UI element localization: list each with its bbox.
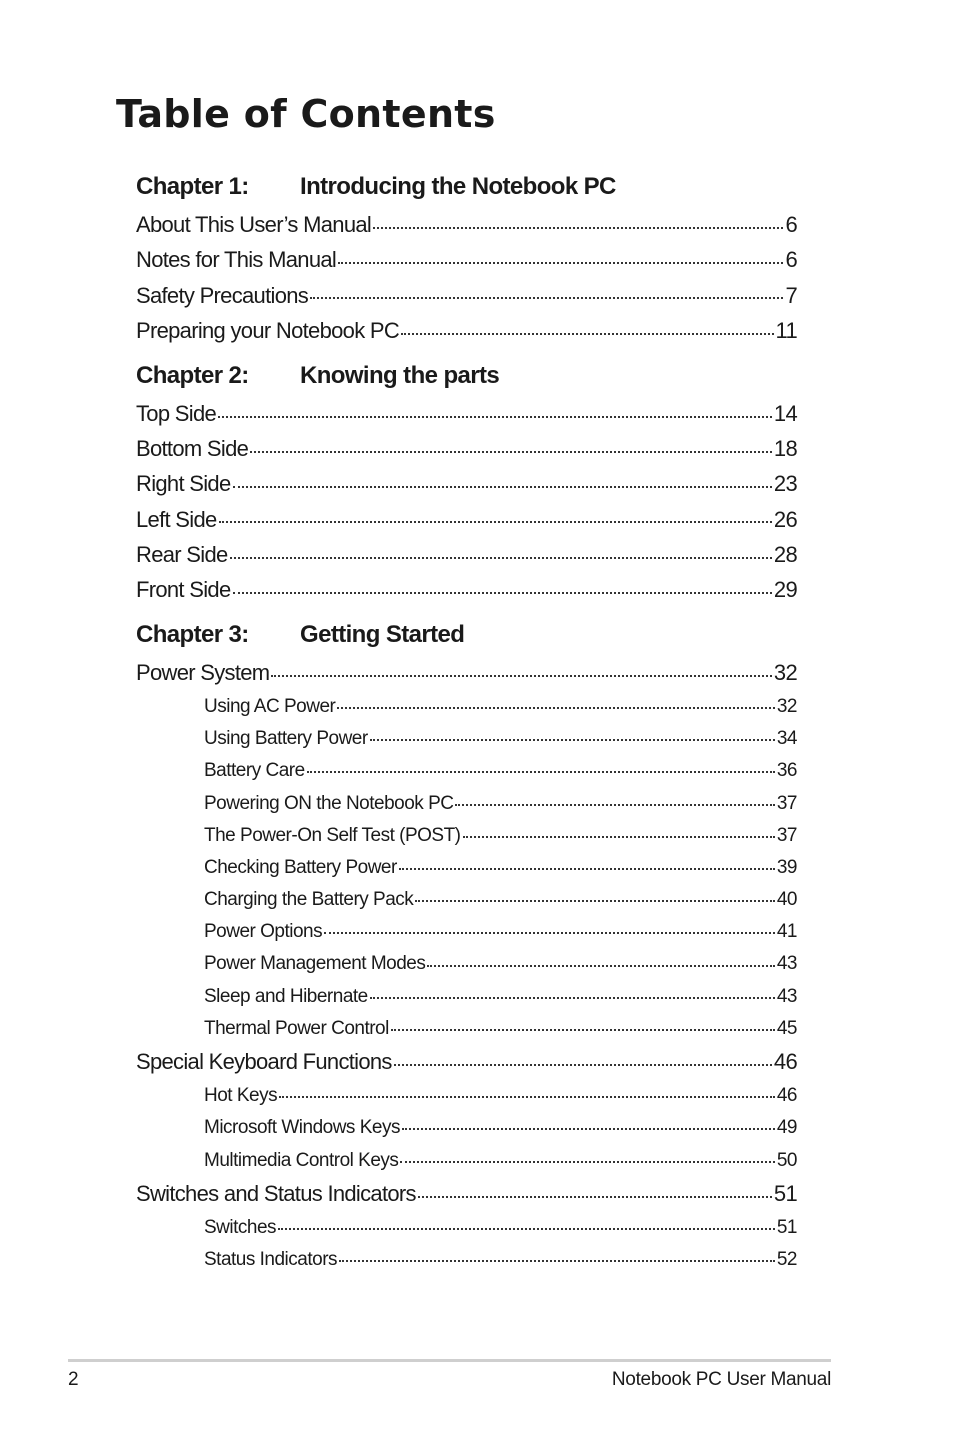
- toc-entry-page: 40: [776, 889, 797, 911]
- dot-leader: [427, 944, 775, 967]
- chapter-title: Knowing the parts: [300, 361, 500, 389]
- toc-entry-title: Switches: [204, 1216, 277, 1238]
- footer-page-number: 2: [68, 1369, 79, 1390]
- toc-entry-page: 11: [775, 317, 797, 343]
- table-of-contents: [136, 168, 797, 1274]
- toc-entry-title: Rear Side: [136, 541, 228, 567]
- dot-leader: [337, 686, 775, 709]
- toc-entry-title: Switches and Status Indicators: [136, 1181, 416, 1207]
- toc-entry-page: 51: [773, 1181, 797, 1207]
- toc-entry[interactable]: [136, 1043, 797, 1078]
- toc-entry-page: 50: [776, 1149, 797, 1171]
- toc-entry[interactable]: [136, 276, 797, 311]
- dot-leader: [370, 976, 775, 999]
- chapter-label: Chapter 2:: [136, 361, 249, 389]
- toc-entry-title: Sleep and Hibernate: [204, 985, 368, 1007]
- toc-entry[interactable]: [136, 430, 797, 465]
- toc-entry[interactable]: [136, 395, 797, 430]
- dot-leader: [233, 462, 772, 488]
- toc-entry-page: 43: [776, 985, 797, 1007]
- chapter-heading: [136, 616, 797, 654]
- toc-subentry[interactable]: [136, 689, 797, 721]
- dot-leader: [370, 718, 775, 741]
- toc-entry[interactable]: [136, 654, 797, 689]
- toc-entry-title: Front Side: [136, 576, 231, 602]
- toc-entry-title: About This User’s Manual: [136, 212, 372, 238]
- toc-entry-page: 34: [776, 728, 797, 750]
- dot-leader: [279, 1075, 775, 1098]
- toc-entry-title: Charging the Battery Pack: [204, 889, 414, 911]
- toc-entry-page: 46: [773, 1049, 797, 1075]
- toc-entry-page: 14: [773, 400, 797, 426]
- toc-subentry[interactable]: [136, 721, 797, 753]
- dot-leader: [233, 568, 772, 594]
- toc-entry-title: Multimedia Control Keys: [204, 1149, 399, 1171]
- toc-subentry[interactable]: [136, 1210, 797, 1242]
- toc-entry-title: Preparing your Notebook PC: [136, 317, 400, 343]
- toc-entry-title: Power Options: [204, 921, 323, 943]
- toc-entry-title: Battery Care: [204, 760, 305, 782]
- toc-entry-title: Status Indicators: [204, 1249, 338, 1271]
- dot-leader: [339, 1239, 775, 1262]
- chapter-heading: [136, 168, 797, 206]
- dot-leader: [218, 392, 772, 418]
- toc-entry-title: Powering ON the Notebook PC: [204, 792, 454, 814]
- dot-leader: [402, 1108, 775, 1131]
- toc-entry-page: 32: [773, 660, 797, 686]
- toc-entry[interactable]: [136, 312, 797, 347]
- dot-leader: [455, 783, 774, 806]
- toc-subentry[interactable]: [136, 947, 797, 979]
- toc-entry-page: 37: [776, 792, 797, 814]
- dot-leader: [373, 203, 783, 229]
- toc-entry-page: 41: [776, 921, 797, 943]
- toc-entry-page: 51: [776, 1216, 797, 1238]
- toc-entry-page: 52: [776, 1249, 797, 1271]
- toc-entry-page: 7: [785, 282, 797, 308]
- toc-subentry[interactable]: [136, 753, 797, 785]
- toc-entry-page: 23: [773, 471, 797, 497]
- toc-entry[interactable]: [136, 571, 797, 606]
- toc-entry-title: Using Battery Power: [204, 728, 368, 750]
- chapter-title: Introducing the Notebook PC: [300, 173, 616, 200]
- toc-subentry[interactable]: [136, 979, 797, 1011]
- toc-entry-title: The Power-On Self Test (POST): [204, 824, 461, 846]
- dot-leader: [338, 238, 783, 264]
- toc-entry-title: Left Side: [136, 506, 217, 532]
- toc-entry-page: 39: [776, 856, 797, 878]
- toc-entry-page: 6: [785, 247, 797, 273]
- toc-entry-title: Using AC Power: [204, 695, 336, 717]
- dot-leader: [399, 847, 775, 870]
- toc-entry-page: 45: [776, 1017, 797, 1039]
- dot-leader: [324, 911, 775, 934]
- toc-subentry[interactable]: [136, 850, 797, 882]
- toc-entry-page: 43: [776, 953, 797, 975]
- toc-entry-page: 18: [773, 436, 797, 462]
- toc-entry[interactable]: [136, 465, 797, 500]
- toc-entry-title: Hot Keys: [204, 1085, 278, 1107]
- dot-leader: [310, 273, 783, 299]
- toc-entry-title: Bottom Side: [136, 436, 249, 462]
- dot-leader: [219, 497, 772, 523]
- dot-leader: [271, 651, 772, 677]
- toc-subentry[interactable]: [136, 1143, 797, 1175]
- toc-subentry[interactable]: [136, 1111, 797, 1143]
- toc-entry-page: 6: [785, 212, 797, 238]
- toc-entry-page: 29: [773, 576, 797, 602]
- dot-leader: [391, 1008, 775, 1031]
- toc-entry-title: Notes for This Manual: [136, 247, 337, 273]
- footer-manual-title: Notebook PC User Manual: [611, 1369, 831, 1390]
- dot-leader: [415, 879, 775, 902]
- dot-leader: [401, 308, 773, 334]
- toc-entry[interactable]: [136, 241, 797, 276]
- dot-leader: [463, 815, 775, 838]
- toc-entry-title: Thermal Power Control: [204, 1017, 389, 1039]
- chapter-label: Chapter 3:: [136, 620, 249, 648]
- toc-entry-page: 37: [776, 824, 797, 846]
- toc-entry[interactable]: [136, 500, 797, 535]
- toc-subentry[interactable]: [136, 786, 797, 818]
- toc-entry[interactable]: [136, 1175, 797, 1210]
- footer-divider: [68, 1359, 831, 1362]
- toc-subentry[interactable]: [136, 1078, 797, 1110]
- chapter-heading: [136, 357, 797, 395]
- toc-subentry[interactable]: [136, 818, 797, 850]
- toc-entry-page: 46: [776, 1085, 797, 1107]
- toc-entry-page: 36: [776, 760, 797, 782]
- toc-entry-page: 26: [773, 506, 797, 532]
- dot-leader: [250, 427, 772, 453]
- toc-entry-title: Special Keyboard Functions: [136, 1049, 392, 1075]
- page-title: Table of Contents: [116, 92, 496, 136]
- dot-leader: [394, 1040, 772, 1066]
- chapter-title: Getting Started: [300, 620, 465, 648]
- dot-leader: [418, 1172, 772, 1198]
- toc-entry-title: Safety Precautions: [136, 282, 309, 308]
- toc-entry-title: Microsoft Windows Keys: [204, 1117, 400, 1139]
- toc-subentry[interactable]: [136, 882, 797, 914]
- toc-entry-page: 32: [776, 695, 797, 717]
- dot-leader: [307, 751, 775, 774]
- toc-entry-title: Top Side: [136, 400, 217, 426]
- dot-leader: [278, 1207, 775, 1230]
- toc-entry-page: 49: [776, 1117, 797, 1139]
- toc-entry-title: Checking Battery Power: [204, 856, 397, 878]
- toc-subentry[interactable]: [136, 1011, 797, 1043]
- dot-leader: [400, 1140, 774, 1163]
- toc-subentry[interactable]: [136, 1242, 797, 1274]
- chapter-label: Chapter 1:: [136, 173, 249, 200]
- toc-subentry[interactable]: [136, 914, 797, 946]
- toc-entry-title: Power Management Modes: [204, 953, 426, 975]
- toc-entry-title: Right Side: [136, 471, 231, 497]
- dot-leader: [230, 532, 772, 558]
- toc-entry-page: 28: [773, 541, 797, 567]
- toc-entry[interactable]: [136, 536, 797, 571]
- toc-entry-title: Power System: [136, 660, 270, 686]
- toc-entry[interactable]: [136, 206, 797, 241]
